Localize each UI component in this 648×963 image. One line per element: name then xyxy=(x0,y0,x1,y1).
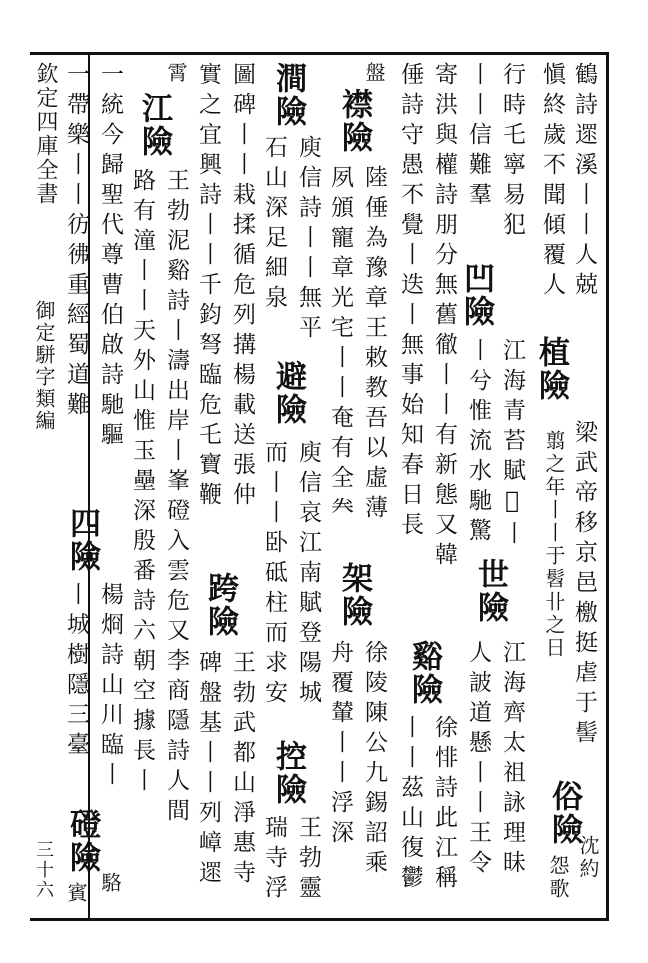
heading-char: 世 xyxy=(472,558,508,591)
heading-suffix: 險 xyxy=(472,591,508,624)
heading-char: 控 xyxy=(270,740,306,773)
text-column-8b xyxy=(398,715,421,895)
text-column-1c xyxy=(578,835,598,881)
heading-entry xyxy=(533,336,569,402)
text-segment: 王勃泥谿詩丨濤出岸丨峯磴入雲危又李商隱詩人間 xyxy=(163,168,189,828)
text-column-5 xyxy=(500,338,523,551)
heading-suffix: 險 xyxy=(270,773,306,806)
heading-entry xyxy=(202,572,238,638)
text-column-2 xyxy=(540,62,563,302)
text-segment: 楊烱詩山川臨丨 xyxy=(97,582,123,792)
heading-char: 襟 xyxy=(336,88,372,121)
text-segment: 石山深足細泉 xyxy=(261,135,287,315)
text-segment: 江海齊太祖詠理昧 xyxy=(499,640,525,880)
text-segment: 霄 xyxy=(164,62,188,85)
heading-char: 四 xyxy=(64,507,100,540)
heading-entry xyxy=(64,808,100,874)
text-segment: 行時乇寧易犯 xyxy=(499,62,525,242)
text-column-13 xyxy=(230,62,253,512)
text-segment: 庾信詩丨丨無平 xyxy=(295,135,321,345)
text-column-17c xyxy=(100,872,120,895)
text-segment: 沈約 xyxy=(576,835,600,881)
text-column-18 xyxy=(64,62,87,422)
heading-suffix: 險 xyxy=(136,125,172,158)
text-segment: 庾信哀江南賦登陽城 xyxy=(295,440,321,710)
text-segment: 徐陵陳公九錫詔乘 xyxy=(361,640,387,880)
text-column-11c xyxy=(296,815,319,905)
right-border xyxy=(606,52,609,921)
heading-entry xyxy=(406,640,442,706)
heading-suffix: 險 xyxy=(533,369,569,402)
text-column-9b xyxy=(362,640,385,880)
heading-entry xyxy=(270,360,306,426)
text-column-15a xyxy=(166,62,186,85)
text-column-12 xyxy=(262,135,285,315)
heading-entry xyxy=(546,780,582,846)
heading-suffix: 險 xyxy=(336,121,372,154)
text-column-3 xyxy=(500,62,523,242)
text-column-18b xyxy=(64,582,87,762)
text-segment: 翦之年丨丨于髫卝之日 xyxy=(542,430,566,660)
heading-suffix: 險 xyxy=(64,841,100,874)
text-segment: 愼終歲不聞傾覆人 xyxy=(539,62,565,302)
text-column-2c xyxy=(548,855,568,901)
text-column-18c xyxy=(66,882,86,905)
text-column-12b xyxy=(262,440,285,710)
heading-suffix: 險 xyxy=(458,295,494,328)
heading-entry xyxy=(472,558,508,624)
heading-char: 跨 xyxy=(202,572,238,605)
text-column-1 xyxy=(572,62,595,302)
heading-entry xyxy=(336,88,372,154)
margin-collection-title: 欽定四庫全書 xyxy=(33,62,58,206)
text-column-10 xyxy=(328,165,351,525)
heading-char: 架 xyxy=(336,562,372,595)
text-segment: 舟覆輦丨丨浮深 xyxy=(327,640,353,850)
text-segment: 賓 xyxy=(64,882,88,905)
text-segment: 實之宜興詩丨丨千鈞弩臨危乇寶鞭 xyxy=(195,62,221,512)
text-column-7b xyxy=(432,715,455,895)
heading-suffix: 險 xyxy=(202,605,238,638)
text-column-4 xyxy=(466,62,489,212)
text-column-7 xyxy=(432,62,455,572)
text-column-12c xyxy=(262,815,285,905)
heading-char: 凹 xyxy=(458,262,494,295)
text-segment: 一統今歸聖代尊曹伯啟詩馳驅 xyxy=(97,62,123,452)
text-segment: 王勃靈 xyxy=(295,815,321,905)
text-segment: 鶴詩遝溪丨丨人兢 xyxy=(571,62,597,302)
text-segment: 丨丨茲山復鬱 xyxy=(397,715,423,895)
text-column-6 xyxy=(466,338,489,548)
heading-suffix: 險 xyxy=(270,393,306,426)
page-number: 三十六 xyxy=(33,840,54,900)
text-column-9a xyxy=(364,62,384,85)
heading-char: 江 xyxy=(136,92,172,125)
text-segment: 怨歌 xyxy=(546,855,570,901)
text-column-17b xyxy=(98,582,121,792)
text-column-10b xyxy=(328,640,351,850)
text-column-11 xyxy=(296,135,319,345)
text-segment: 路有潼丨丨天外山惟玉壘深殷番詩六朝空據長丨 xyxy=(129,168,155,798)
text-column-16 xyxy=(130,168,153,798)
text-column-17 xyxy=(98,62,121,452)
heading-entry xyxy=(270,62,306,128)
heading-entry xyxy=(64,507,100,573)
text-column-1b xyxy=(572,420,595,750)
heading-entry xyxy=(270,740,306,806)
heading-entry xyxy=(458,262,494,328)
text-segment: 夙頒寵章光宅丨丨奄有全𠔉 xyxy=(327,165,353,525)
heading-char: 俗 xyxy=(546,780,582,813)
text-column-3b xyxy=(500,640,523,880)
heading-suffix: 險 xyxy=(546,813,582,846)
heading-char: 澗 xyxy=(270,62,306,95)
heading-suffix: 險 xyxy=(406,673,442,706)
text-segment: 人詖道懸丨丨王令 xyxy=(465,640,491,880)
text-segment: 倕詩守愚不覺丨迭丨無事始知春日長 xyxy=(397,62,423,542)
text-segment: 而丨丨卧砥柱而求安 xyxy=(261,440,287,710)
text-segment: 一帶樂丨丨彷彿重經蜀道難 xyxy=(63,62,89,422)
text-segment: 丨兮惟流水馳驚 xyxy=(465,338,491,548)
heading-char: 谿 xyxy=(406,640,442,673)
text-segment: 丨城樹隱三臺 xyxy=(63,582,89,762)
heading-char: 磴 xyxy=(64,808,100,841)
heading-char: 植 xyxy=(533,336,569,369)
text-segment: 梁武帝移京邑檄挺虐于髻 xyxy=(571,420,597,750)
text-segment: 陸倕為豫章王敕教吾以虛薄 xyxy=(361,165,387,525)
text-segment: 盤 xyxy=(362,62,386,85)
text-segment: 駱 xyxy=(98,872,122,895)
text-column-15 xyxy=(164,168,187,828)
text-segment: 徐悱詩此江稱 xyxy=(431,715,457,895)
top-border xyxy=(30,52,608,55)
text-segment: 王勃武都山淨惠寺 xyxy=(229,650,255,890)
text-column-8 xyxy=(398,62,421,542)
text-column-14b xyxy=(196,650,219,890)
text-segment: 瑞寺浮 xyxy=(261,815,287,905)
heading-suffix: 險 xyxy=(64,540,100,573)
heading-entry xyxy=(136,92,172,158)
text-segment: 丨丨信難羣 xyxy=(465,62,491,212)
text-column-6b xyxy=(466,640,489,880)
heading-char: 避 xyxy=(270,360,306,393)
margin-book-title: 御定駢字類編 xyxy=(32,300,56,432)
text-column-9 xyxy=(362,165,385,525)
text-segment: 寄洪與權詩朋分無舊徹丨丨有新態又韓 xyxy=(431,62,457,572)
text-segment: 圖碑丨丨栽揉循危列搆楊載送張仲 xyxy=(229,62,255,512)
text-column-2b xyxy=(544,430,564,660)
text-segment: 碑盤基丨丨列嶂遝 xyxy=(195,650,221,890)
heading-suffix: 險 xyxy=(336,595,372,628)
text-column-14 xyxy=(196,62,219,512)
text-segment: 江海青苔賦𡚶丨 xyxy=(499,338,525,551)
text-column-13b xyxy=(230,650,253,890)
heading-suffix: 險 xyxy=(270,95,306,128)
heading-entry xyxy=(336,562,372,628)
bottom-border xyxy=(30,918,608,921)
text-column-11b xyxy=(296,440,319,710)
